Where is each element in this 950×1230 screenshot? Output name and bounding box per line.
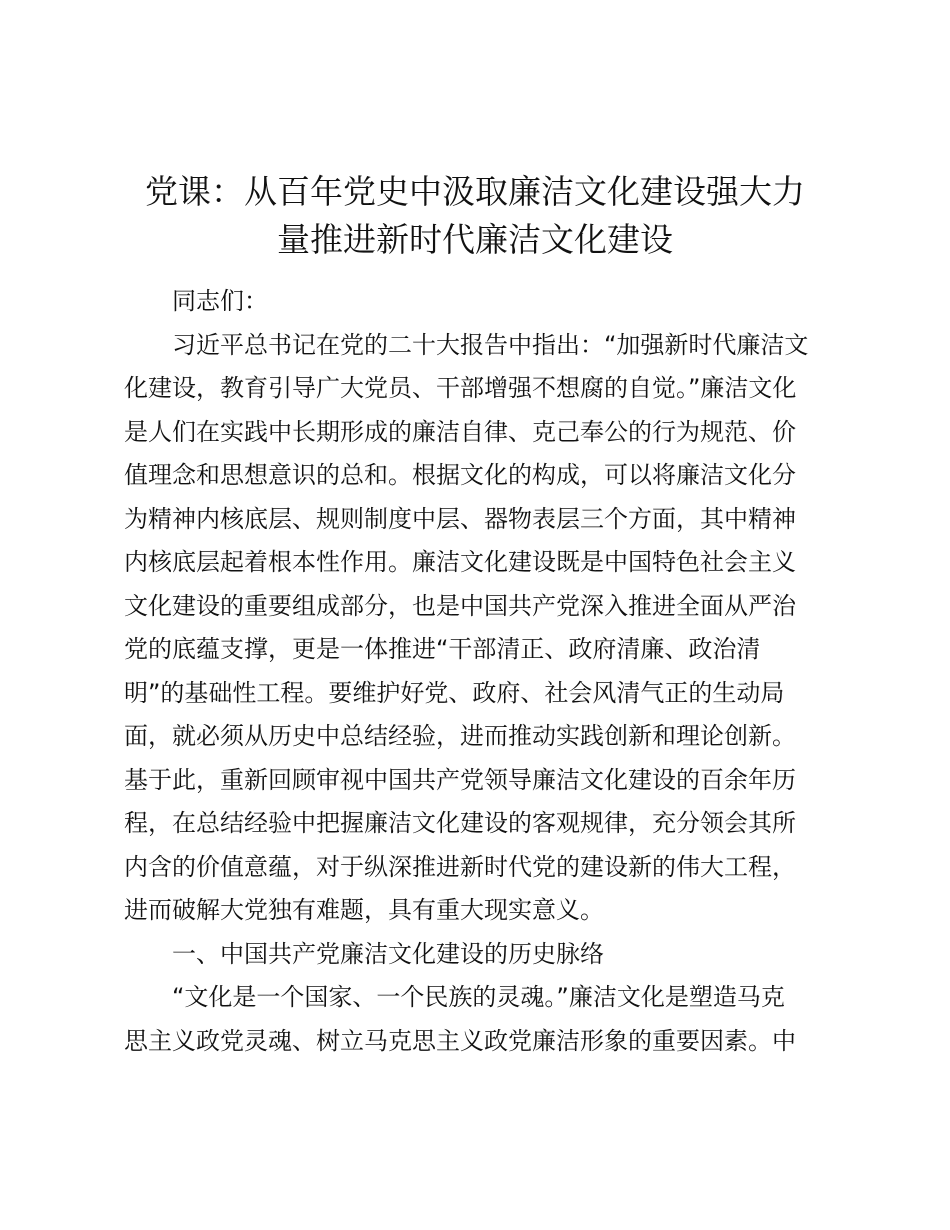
section-heading: 一、中国共产党廉洁文化建设的历史脉络 (172, 939, 604, 968)
paragraph-2 (124, 976, 836, 1063)
paragraph-line: 习近平总书记在党的二十大报告中指出：“加强新时代廉洁文 (172, 330, 809, 359)
paragraph-line: 是人们在实践中长期形成的廉洁自律、克己奉公的行为规范、价 (124, 417, 796, 446)
paragraph-1 (124, 324, 836, 933)
paragraph-line: “文化是一个国家、一个民族的灵魂。”廉洁文化是塑造马克 (172, 983, 785, 1011)
paragraph-line: 明”的基础性工程。要维护好党、政府、社会风清气正的生动局 (124, 678, 785, 707)
paragraph-line: 内含的价值意蕴，对于纵深推进新时代党的建设新的伟大工程， (124, 852, 796, 881)
document-title (110, 168, 840, 264)
paragraph-line: 进而破解大党独有难题，具有重大现实意义。 (124, 896, 604, 924)
title-line-1: 党课：从百年党史中汲取廉洁文化建设强大力 (145, 172, 805, 211)
greeting: 同志们： (172, 287, 268, 315)
paragraph-line: 为精神内核底层、规则制度中层、器物表层三个方面，其中精神 (124, 504, 796, 533)
document-body (124, 280, 836, 1063)
paragraph-line: 面，就必须从历史中总结经验，进而推动实践创新和理论创新。 (124, 722, 796, 750)
paragraph-line: 内核底层起着根本性作用。廉洁文化建设既是中国特色社会主义 (124, 548, 796, 576)
paragraph-line: 文化建设的重要组成部分，也是中国共产党深入推进全面从严治 (124, 591, 796, 620)
paragraph-line: 基于此，重新回顾审视中国共产党领导廉洁文化建设的百余年历 (124, 765, 796, 794)
paragraph-line: 党的底蕴支撑，更是一体推进“干部清正、政府清廉、政治清 (124, 635, 761, 663)
paragraph-line: 思主义政党灵魂、树立马克思主义政党廉洁形象的重要因素。中 (124, 1026, 796, 1055)
title-line-2: 量推进新时代廉洁文化建设 (277, 220, 673, 259)
paragraph-line: 化建设，教育引导广大党员、干部增强不想腐的自觉。”廉洁文化 (124, 374, 797, 402)
paragraph-line: 程，在总结经验中把握廉洁文化建设的客观规律，充分领会其所 (124, 809, 796, 837)
paragraph-line: 值理念和思想意识的总和。根据文化的构成，可以将廉洁文化分 (124, 461, 796, 489)
